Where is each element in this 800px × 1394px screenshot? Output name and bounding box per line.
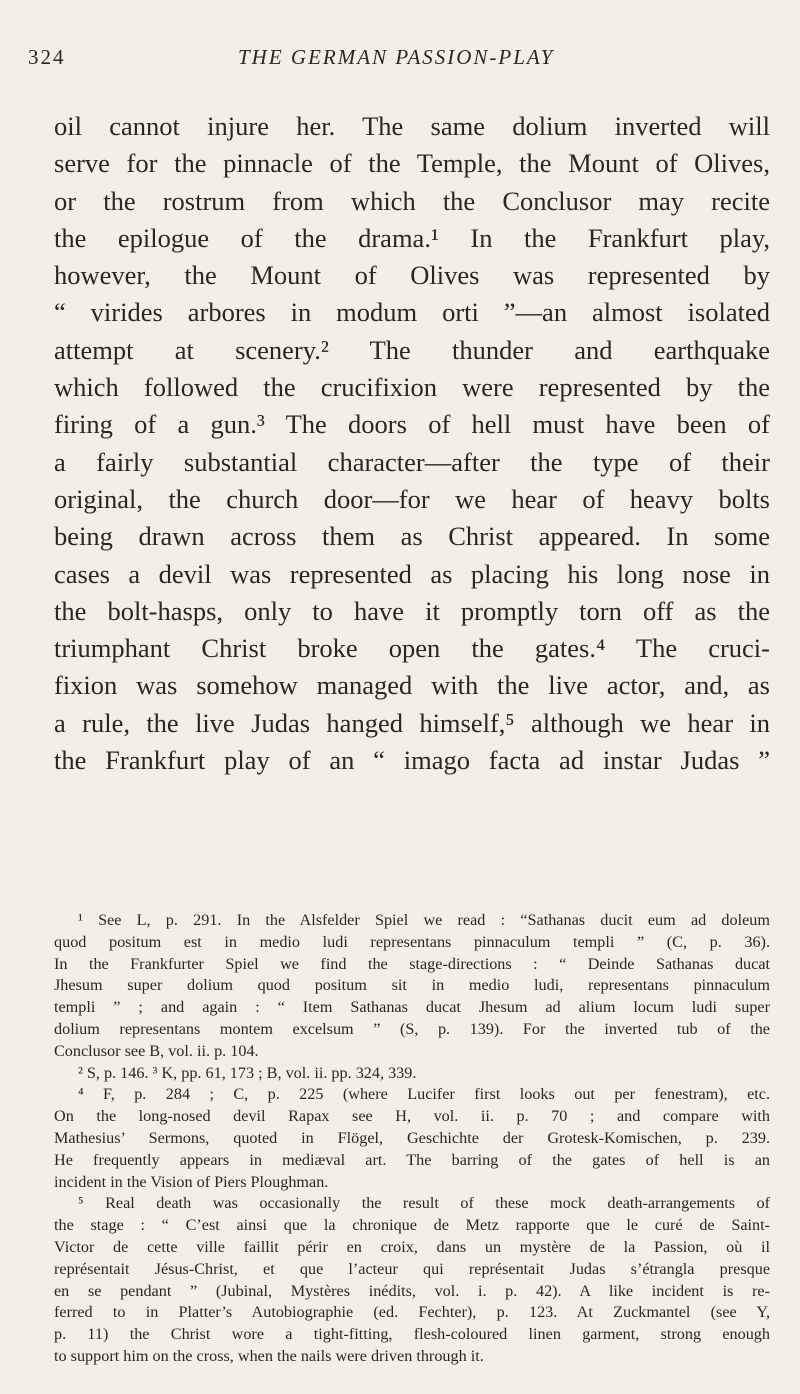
footnote-line: p. 11) the Christ wore a tight-fitting, flesh-coloured linen garment, strong enough xyxy=(54,1325,770,1344)
footnote-line: incident in the Vision of Piers Ploughman. xyxy=(54,1172,329,1191)
footnote-line: On the long-nosed devil Rapax see H, vol. ii. p. 70 ; and compare with xyxy=(54,1107,770,1126)
body-line: which followed the crucifixion were represented by the xyxy=(54,372,770,403)
footnote-line: He frequently appears in mediæval art. The barring of the gates of hell is an xyxy=(54,1150,770,1169)
footnote-line: Jhesum super dolium quod positum sit in medio ludi, representans pinnaculum xyxy=(54,976,770,995)
body-line: original, the church door—for we hear of heavy bolts xyxy=(54,483,770,514)
footnote-line: ² S, p. 146. ³ K, pp. 61, 173 ; B, vol. ii. pp. 324, 339. xyxy=(78,1063,417,1082)
body-line: a rule, the live Judas hanged himself,⁵ although we hear in xyxy=(54,707,770,738)
footnote-line: Victor de cette ville faillit périr en croix, dans un mystère de la Passion, où il xyxy=(54,1237,770,1256)
running-title: THE GERMAN PASSION-PLAY xyxy=(238,45,555,69)
footnote-line: ⁵ Real death was occasionally the result of these mock death-arrangements of xyxy=(78,1194,770,1213)
footnote-line: to support him on the cross, when the nails were driven through it. xyxy=(54,1346,484,1365)
body-line: the Frankfurt play of an “ imago facta ad instar Judas ” xyxy=(54,745,770,776)
footnote-line: In the Frankfurter Spiel we find the stage-directions : “ Deinde Sathanas ducat xyxy=(54,954,770,973)
footnote-line: the stage : “ C’est ainsi que la chronique de Metz rapporte que le curé de Saint- xyxy=(54,1216,770,1235)
footnotes xyxy=(54,910,770,1368)
footnote-line: représentait Jésus-Christ, et que l’acteur qui représentait Judas s’étrangla presque xyxy=(54,1259,770,1278)
body-line: “ virides arbores in modum orti ”—an almost isolated xyxy=(54,297,770,328)
body-line: firing of a gun.³ The doors of hell must have been of xyxy=(54,409,770,440)
footnote-line: ¹ See L, p. 291. In the Alsfelder Spiel we read : “Sathanas ducit eum ad doleum xyxy=(78,911,770,929)
footnote-line: ⁴ F, p. 284 ; C, p. 225 (where Lucifer first looks out per fenestram), etc. xyxy=(78,1085,770,1104)
body-line: however, the Mount of Olives was represented by xyxy=(54,260,770,291)
body-line: oil cannot injure her. The same dolium inverted will xyxy=(54,111,770,141)
footnote-line: dolium representans montem excelsum ” (S, p. 139). For the inverted tub of the xyxy=(54,1019,770,1038)
body-line: serve for the pinnacle of the Temple, the Mount of Olives, xyxy=(54,148,770,179)
body-line: attempt at scenery.² The thunder and earthquake xyxy=(54,334,770,365)
footnote-line: en se pendant ” (Jubinal, Mystères inédits, vol. i. p. 42). A like incident is re- xyxy=(54,1281,770,1300)
body-line: being drawn across them as Christ appeared. In some xyxy=(54,521,770,552)
body-line: or the rostrum from which the Conclusor may recite xyxy=(54,185,770,216)
body-line: triumphant Christ broke open the gates.⁴ The cruci- xyxy=(54,633,770,664)
footnote-line: quod positum est in medio ludi representans pinnaculum templi ” (C, p. 36). xyxy=(54,932,770,951)
page-number: 324 xyxy=(28,45,66,69)
main-text xyxy=(54,108,770,779)
body-line: the bolt-hasps, only to have it promptly torn off as the xyxy=(54,595,770,626)
body-line: cases a devil was represented as placing his long nose in xyxy=(54,558,770,589)
body-line: a fairly substantial character—after the type of their xyxy=(54,446,770,477)
footnote-line: ferred to in Platter’s Autobiographie (ed. Fechter), p. 123. At Zuckmantel (see Y, xyxy=(54,1303,770,1322)
body-line: fixion was somehow managed with the live actor, and, as xyxy=(54,670,770,701)
footnote-line: Conclusor see B, vol. ii. p. 104. xyxy=(54,1041,259,1060)
footnote-line: Mathesius’ Sermons, quoted in Flögel, Geschichte der Grotesk-Komischen, p. 239. xyxy=(54,1128,770,1147)
running-head xyxy=(28,45,760,75)
body-line: the epilogue of the drama.¹ In the Frankfurt play, xyxy=(54,222,770,253)
footnote-line: templi ” ; and again : “ Item Sathanas ducat Jhesum ad alium locum ludi super xyxy=(54,998,770,1017)
